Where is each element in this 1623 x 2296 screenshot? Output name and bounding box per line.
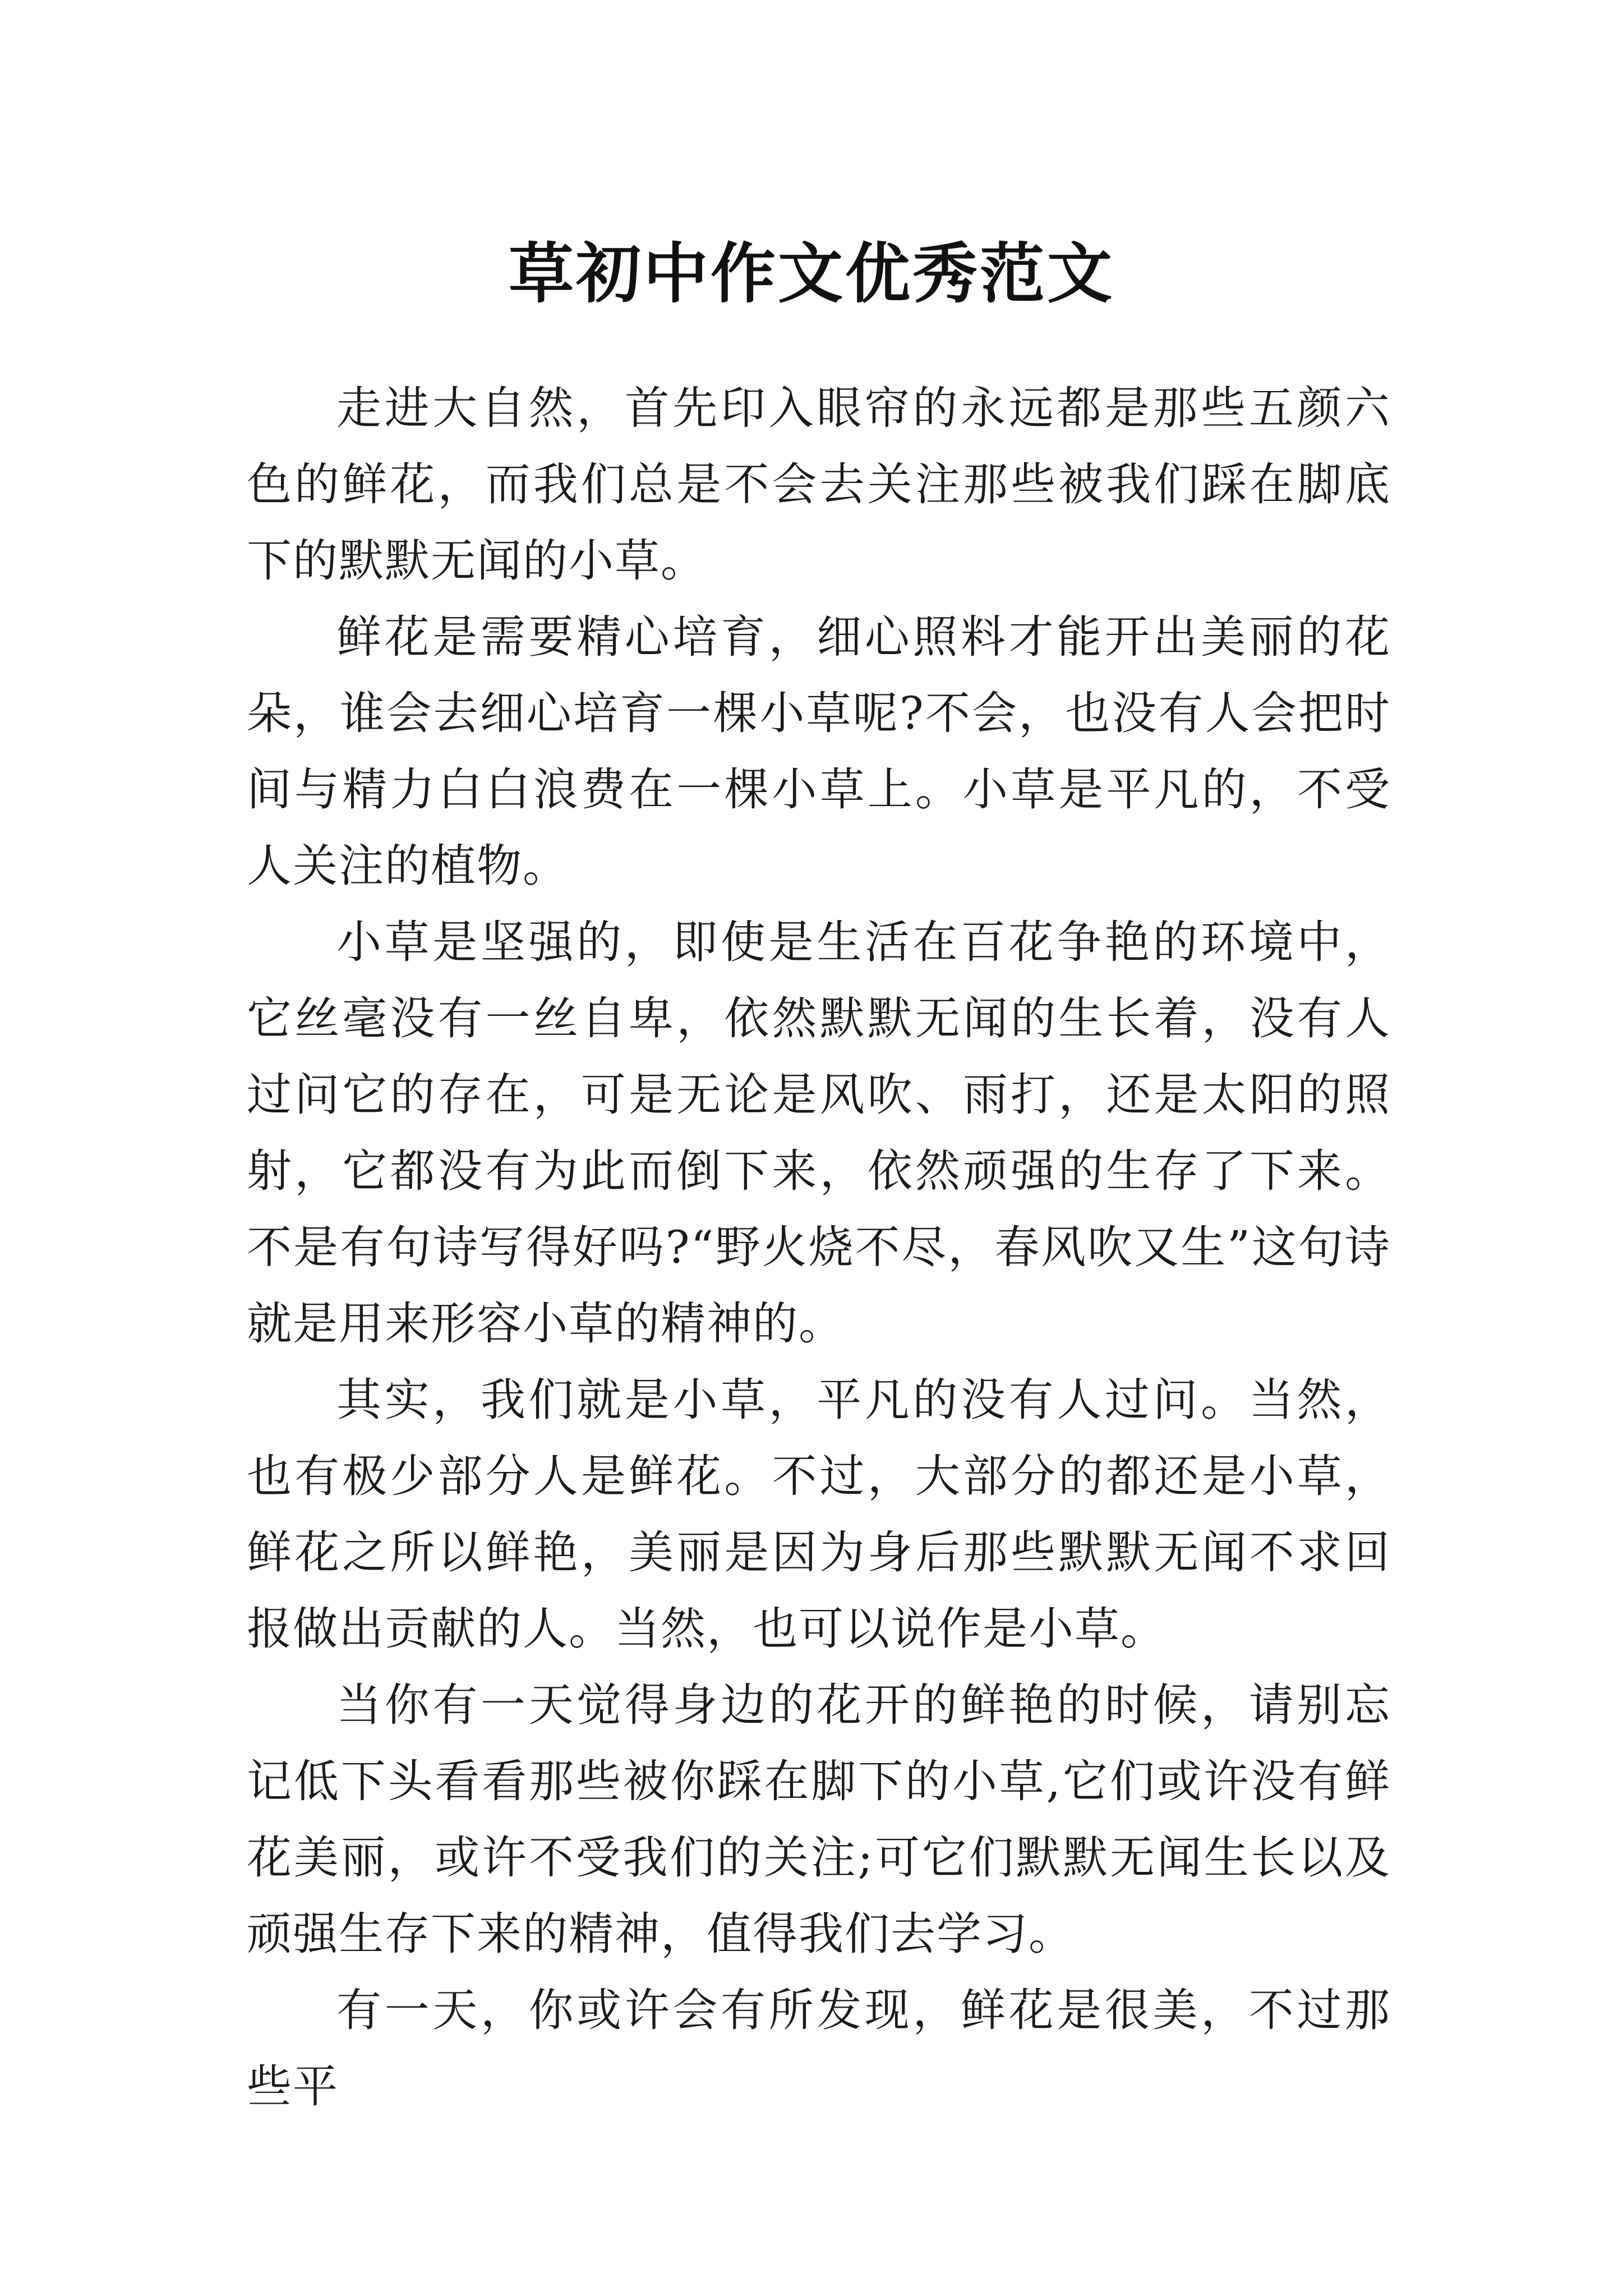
paragraph: 其实，我们就是小草，平凡的没有人过问。当然，也有极少部分人是鲜花。不过，大部分的都还是小草，鲜花之所以鲜艳，美丽是因为身后那些默默无闻不求回报做出贡献的人。当然，也可以说作是小草。 [247,1374,1391,1655]
document-title: 草初中作文优秀范文 [509,235,1114,312]
paragraph: 有一天，你或许会有所发现，鲜花是很美，不过那些平 [247,1984,1391,2113]
paragraph: 小草是坚强的，即使是生活在百花争艳的环境中，它丝毫没有一丝自卑，依然默默无闻的生长着，没有人过问它的存在，可是无论是风吹、雨打，还是太阳的照射，它都没有为此而倒下来，依然顽强的生存了下来。不是有句诗写得好吗?“野火烧不尽，春风吹又生”这句诗就是用来形容小草的精神的。 [247,916,1391,1350]
paragraph: 当你有一天觉得身边的花开的鲜艳的时候，请别忘记低下头看看那些被你踩在脚下的小草,它们或许没有鲜花美丽，或许不受我们的关注;可它们默默无闻生长以及顽强生存下来的精神，值得我们去学习。 [247,1679,1391,1960]
paragraph: 走进大自然，首先印入眼帘的永远都是那些五颜六色的鲜花，而我们总是不会去关注那些被我们踩在脚底下的默默无闻的小草。 [247,382,1391,587]
document-body [247,370,1391,2125]
paragraph: 鲜花是需要精心培育，细心照料才能开出美丽的花朵，谁会去细心培育一棵小草呢?不会，也没有人会把时间与精力白白浪费在一棵小草上。小草是平凡的，不受人关注的植物。 [247,611,1391,892]
